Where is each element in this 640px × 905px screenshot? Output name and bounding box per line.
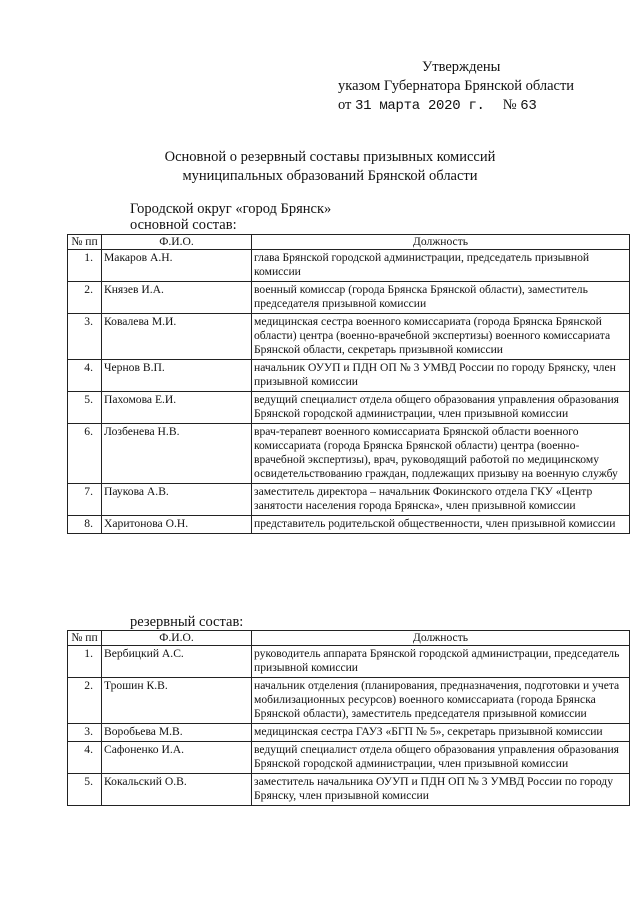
table-row <box>68 424 630 484</box>
approval-date-line <box>338 96 608 116</box>
row-number-cell: 5. <box>68 392 102 424</box>
row-position-cell: руководитель аппарата Брянской городской администрации, председатель призывной комиссии <box>252 646 630 678</box>
row-name-cell: Воробьева М.В. <box>102 724 252 742</box>
table-row <box>68 774 630 806</box>
table-row <box>68 314 630 360</box>
row-name-cell: Ковалева М.И. <box>102 314 252 360</box>
title-line-1: Основной о резервный составы призывных комиссий <box>164 149 496 165</box>
row-position-cell: медицинская сестра военного комиссариата (города Брянска Брянской области) центра (военно-врачебной экспертизы) военного комиссариата Брянской области, секретарь призывной комиссии <box>252 314 630 360</box>
table-row <box>68 646 630 678</box>
reserve-composition-table <box>67 630 630 806</box>
row-position-cell: представитель родительской общественности, член призывной комиссии <box>252 516 630 534</box>
row-name-cell: Пахомова Е.И. <box>102 392 252 424</box>
table-row <box>68 678 630 724</box>
row-number-cell: 3. <box>68 724 102 742</box>
row-number-cell: 5. <box>68 774 102 806</box>
approval-number-label: № <box>502 97 517 113</box>
row-number-cell: 1. <box>68 646 102 678</box>
row-position-cell: начальник отделения (планирования, предназначения, подготовки и учета мобилизационных ресурсов) военного комиссариата (города Брянска Брянской области), заместитель председателя призывной комиссии <box>252 678 630 724</box>
row-number-cell: 1. <box>68 250 102 282</box>
approval-date: 31 марта 2020 г. <box>355 98 485 114</box>
main-composition-table <box>67 234 630 534</box>
table-row <box>68 516 630 534</box>
row-name-cell: Князев И.А. <box>102 282 252 314</box>
column-header-number: № пп <box>68 235 102 250</box>
row-number-cell: 3. <box>68 314 102 360</box>
row-position-cell: заместитель директора – начальник Фокинского отдела ГКУ «Центр занятости населения города Брянска», член призывной комиссии <box>252 484 630 516</box>
row-number-cell: 8. <box>68 516 102 534</box>
row-number-cell: 4. <box>68 742 102 774</box>
row-position-cell: ведущий специалист отдела общего образования управления образования Брянской городской администрации, член призывной комиссии <box>252 392 630 424</box>
row-position-cell: заместитель начальника ОУУП и ПДН ОП № 3 УМВД России по городу Брянску, член призывной комиссии <box>252 774 630 806</box>
table-header-row <box>68 235 630 250</box>
column-header-name: Ф.И.О. <box>102 631 252 646</box>
approval-decree: указом Губернатора Брянской области <box>338 78 575 94</box>
approval-date-prefix: от <box>338 97 352 113</box>
approval-number: 63 <box>520 98 537 114</box>
row-position-cell: глава Брянской городской администрации, председатель призывной комиссии <box>252 250 630 282</box>
approval-block <box>338 58 608 116</box>
row-number-cell: 2. <box>68 678 102 724</box>
row-number-cell: 4. <box>68 360 102 392</box>
table-row <box>68 392 630 424</box>
reserve-section-label: резервный состав: <box>130 614 244 630</box>
table-row <box>68 360 630 392</box>
table-row <box>68 250 630 282</box>
row-position-cell: начальник ОУУП и ПДН ОП № 3 УМВД России по городу Брянску, член призывной комиссии <box>252 360 630 392</box>
column-header-number: № пп <box>68 631 102 646</box>
district-heading: Городской округ «город Брянск» <box>130 201 332 217</box>
column-header-position: Должность <box>252 631 630 646</box>
row-number-cell: 7. <box>68 484 102 516</box>
row-number-cell: 6. <box>68 424 102 484</box>
row-position-cell: врач-терапевт военного комиссариата Брянской области военного комиссариата (города Брянска Брянской области) центра (военно-врачебной экспертизы), врач, руководящий работой по медицинскому освидетельствованию граждан, подлежащих призыву на военную службу <box>252 424 630 484</box>
row-name-cell: Лозбенева Н.В. <box>102 424 252 484</box>
document-title <box>60 148 600 186</box>
row-position-cell: военный комиссар (города Брянска Брянской области), заместитель председателя призывной комиссии <box>252 282 630 314</box>
column-header-name: Ф.И.О. <box>102 235 252 250</box>
row-name-cell: Кокальский О.В. <box>102 774 252 806</box>
table-row <box>68 484 630 516</box>
row-name-cell: Трошин К.В. <box>102 678 252 724</box>
column-header-position: Должность <box>252 235 630 250</box>
row-name-cell: Сафоненко И.А. <box>102 742 252 774</box>
row-number-cell: 2. <box>68 282 102 314</box>
row-position-cell: ведущий специалист отдела общего образования управления образования Брянской городской администрации, член призывной комиссии <box>252 742 630 774</box>
row-position-cell: медицинская сестра ГАУЗ «БГП № 5», секретарь призывной комиссии <box>252 724 630 742</box>
row-name-cell: Макаров А.Н. <box>102 250 252 282</box>
row-name-cell: Харитонова О.Н. <box>102 516 252 534</box>
row-name-cell: Чернов В.П. <box>102 360 252 392</box>
table-row <box>68 724 630 742</box>
main-section-label: основной состав: <box>130 217 237 233</box>
table-header-row <box>68 631 630 646</box>
table-row <box>68 742 630 774</box>
table-row <box>68 282 630 314</box>
title-line-2: муниципальных образований Брянской области <box>182 168 478 184</box>
approval-title: Утверждены <box>422 59 501 75</box>
row-name-cell: Вербицкий А.С. <box>102 646 252 678</box>
row-name-cell: Паукова А.В. <box>102 484 252 516</box>
